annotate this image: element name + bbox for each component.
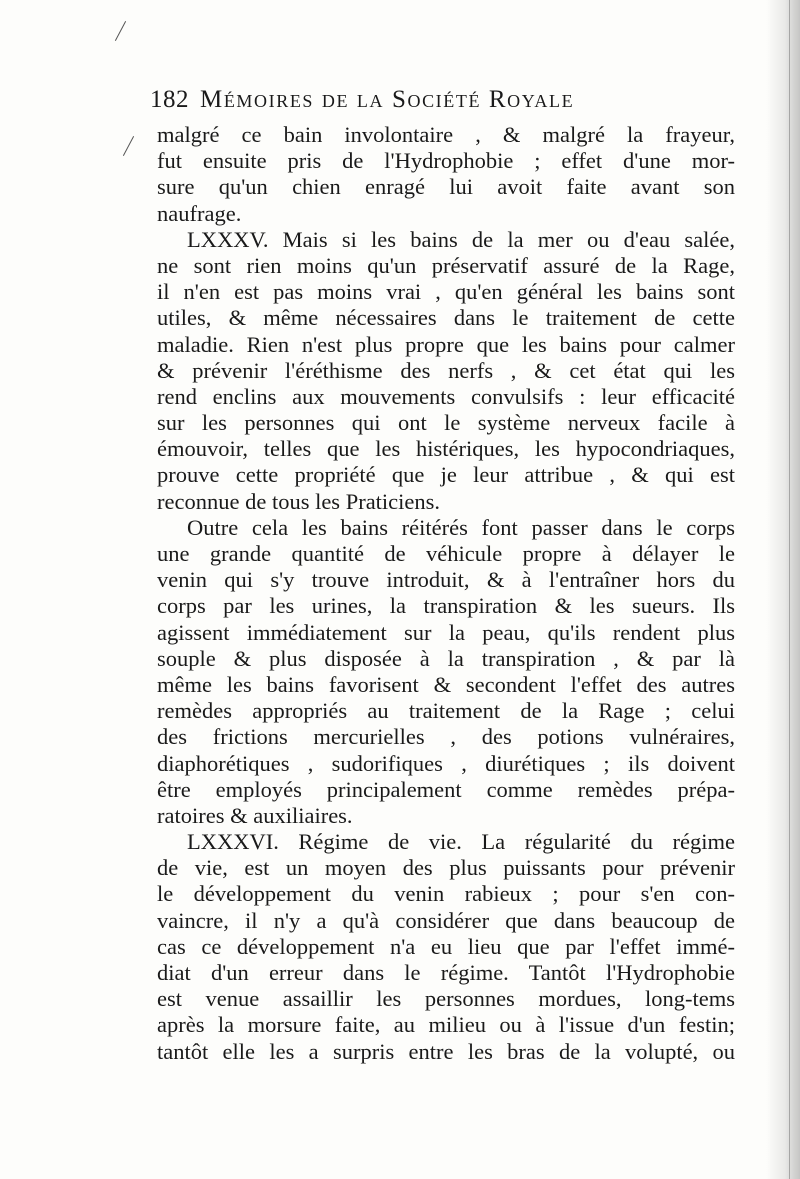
text-line: sure qu'un chien enragé lui avoit faite avant son: [157, 174, 735, 200]
text-line: cas ce développement n'a eu lieu que par l'effet immé-: [157, 933, 735, 959]
text-line: prouve cette propriété que je leur attribue , & qui est: [157, 462, 735, 488]
text-line: le développement du venin rabieux ; pour s'en con-: [157, 881, 735, 907]
text-line: naufrage.: [157, 200, 242, 226]
page-edge-shadow: [766, 0, 800, 1179]
text-line: vaincre, il n'y a qu'à considérer que dans beaucoup de: [157, 907, 735, 933]
text-line: diat d'un erreur dans le régime. Tantôt l'Hydrophobie: [157, 960, 735, 985]
text-line: LXXXV. Mais si les bains de la mer ou d'eau salée,: [187, 226, 735, 252]
text-line: fut ensuite pris de l'Hydrophobie ; effet d'une mor-: [157, 148, 735, 174]
text-line: ratoires & auxiliaires.: [157, 802, 353, 828]
text-line: reconnue de tous les Praticiens.: [157, 488, 441, 514]
text-line: tantôt elle les a surpris entre les bras de la volupté, ou: [157, 1038, 735, 1064]
text-line: diaphorétiques , sudorifiques , diurétiques ; ils doivent: [157, 750, 735, 776]
text-line: agissent immédiatement sur la peau, qu'ils rendent plus: [157, 619, 735, 645]
margin-mark: [123, 136, 134, 156]
text-line: est venue assaillir les personnes mordues, long-tems: [157, 986, 735, 1012]
text-line: malgré ce bain involontaire , & malgré la frayeur,: [157, 122, 735, 147]
margin-mark: [115, 21, 126, 41]
running-header: [150, 86, 710, 118]
text-line: Outre cela les bains réitérés font passer dans le corps: [187, 514, 735, 540]
text-line: sur les personnes qui ont le système nerveux facile à: [157, 410, 735, 436]
text-line: être employés principalement comme remèdes prépa-: [157, 776, 735, 802]
text-line: maladie. Rien n'est plus propre que les bains pour calmer: [157, 331, 735, 357]
text-line: des frictions mercurielles , des potions vulnéraires,: [157, 724, 735, 750]
text-line: de vie, est un moyen des plus puissants pour prévenir: [157, 855, 735, 881]
text-line: émouvoir, telles que les histériques, les hypocondriaques,: [157, 436, 735, 462]
text-line: LXXXVI. Régime de vie. La régularité du régime: [187, 829, 735, 855]
text-line: & prévenir l'éréthisme des nerfs , & cet état qui les: [157, 357, 735, 383]
text-line: utiles, & même nécessaires dans le traitement de cette: [157, 305, 735, 331]
text-line: souple & plus disposée à la transpiration , & par là: [157, 645, 735, 671]
text-line: après la morsure faite, au milieu ou à l'issue d'un festin;: [157, 1012, 735, 1038]
text-line: une grande quantité de véhicule propre à délayer le: [157, 541, 735, 566]
text-line: remèdes appropriés au traitement de la Rage ; celui: [157, 698, 735, 724]
text-line: corps par les urines, la transpiration & les sueurs. Ils: [157, 593, 735, 619]
text-line: venin qui s'y trouve introduit, & à l'entraîner hors du: [157, 567, 735, 593]
text-line: même les bains favorisent & secondent l'effet des autres: [157, 671, 735, 697]
text-line: ne sont rien moins qu'un préservatif assuré de la Rage,: [157, 252, 735, 278]
running-title: Mémoires de la Société Royale: [200, 86, 575, 113]
page-number: 182: [150, 86, 189, 113]
page-edge-line: [789, 0, 790, 1179]
text-line: rend enclins aux mouvements convulsifs : leur efficacité: [157, 383, 735, 409]
body-text: [157, 122, 735, 1065]
text-line: il n'en est pas moins vrai , qu'en général les bains sont: [157, 279, 735, 305]
